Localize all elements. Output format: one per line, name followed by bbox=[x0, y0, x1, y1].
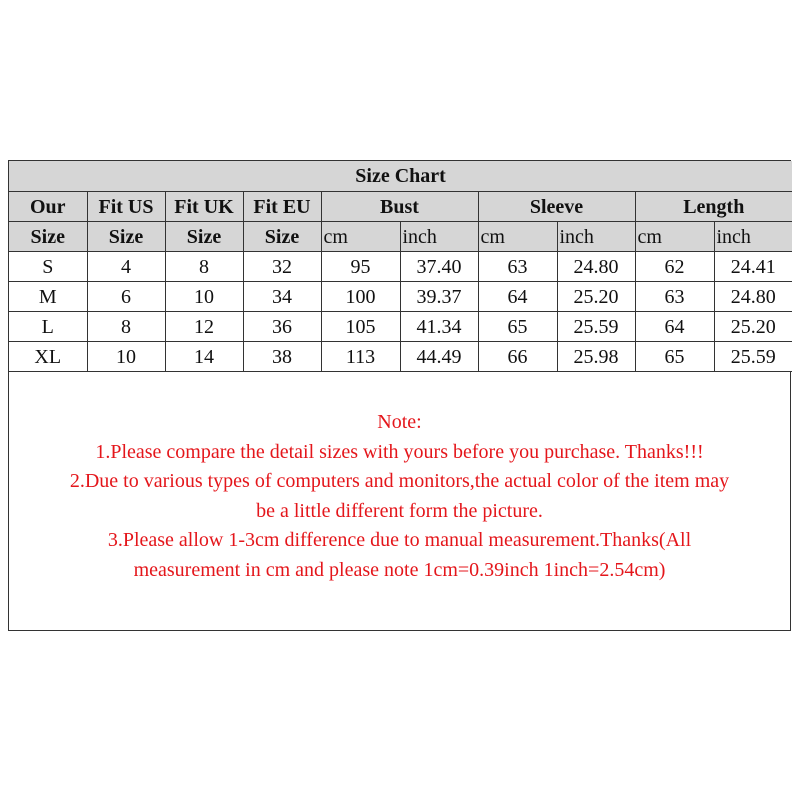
uk-cell: 10 bbox=[165, 282, 243, 312]
us-cell: 8 bbox=[87, 312, 165, 342]
sleeve-inch-cell: 25.59 bbox=[557, 312, 635, 342]
fit-us-header-line2: Size bbox=[87, 222, 165, 252]
title-row bbox=[9, 161, 792, 192]
note-line-1: 1.Please compare the detail sizes with yours before you purchase. Thanks!!! bbox=[95, 440, 704, 463]
fit-us-header-line1: Fit US bbox=[87, 192, 165, 222]
size-chart bbox=[8, 160, 791, 631]
eu-cell: 34 bbox=[243, 282, 321, 312]
sleeve-cm-cell: 64 bbox=[478, 282, 557, 312]
sleeve-cm-cell: 66 bbox=[478, 342, 557, 372]
uk-cell: 12 bbox=[165, 312, 243, 342]
eu-cell: 36 bbox=[243, 312, 321, 342]
note-line-3: 3.Please allow 1-3cm difference due to manual measurement.Thanks(All bbox=[107, 529, 692, 551]
bust-inch-header: inch bbox=[400, 222, 478, 252]
bust-cm-cell: 95 bbox=[321, 252, 400, 282]
our-size-header-line2: Size bbox=[9, 222, 87, 252]
note-line-2-cont: be a little different form the picture. bbox=[256, 499, 543, 522]
fit-eu-header-line2: Size bbox=[243, 222, 321, 252]
sleeve-inch-cell: 25.20 bbox=[557, 282, 635, 312]
uk-cell: 8 bbox=[165, 252, 243, 282]
bust-inch-cell: 44.49 bbox=[400, 342, 478, 372]
sleeve-inch-cell: 24.80 bbox=[557, 252, 635, 282]
length-cm-cell: 65 bbox=[635, 342, 714, 372]
sleeve-cm-header: cm bbox=[478, 222, 557, 252]
note-heading: Note: bbox=[377, 411, 422, 433]
length-header: Length bbox=[635, 192, 792, 222]
uk-cell: 14 bbox=[165, 342, 243, 372]
length-cm-cell: 64 bbox=[635, 312, 714, 342]
length-inch-cell: 24.80 bbox=[714, 282, 792, 312]
bust-inch-cell: 39.37 bbox=[400, 282, 478, 312]
length-cm-cell: 62 bbox=[635, 252, 714, 282]
bust-cm-cell: 100 bbox=[321, 282, 400, 312]
sleeve-inch-cell: 25.98 bbox=[557, 342, 635, 372]
table-row bbox=[9, 342, 792, 372]
our-size-header-line1: Our bbox=[9, 192, 87, 222]
size-cell: XL bbox=[9, 342, 87, 372]
table-row bbox=[9, 312, 792, 342]
fit-uk-header-line2: Size bbox=[165, 222, 243, 252]
length-inch-header: inch bbox=[714, 222, 792, 252]
us-cell: 4 bbox=[87, 252, 165, 282]
sleeve-cm-cell: 63 bbox=[478, 252, 557, 282]
size-cell: S bbox=[9, 252, 87, 282]
sleeve-inch-header: inch bbox=[557, 222, 635, 252]
header-row-2 bbox=[9, 222, 792, 252]
bust-cm-header: cm bbox=[321, 222, 400, 252]
table-row bbox=[9, 252, 792, 282]
note-line-2: 2.Due to various types of computers and monitors,the actual color of the item may bbox=[69, 470, 730, 492]
length-cm-cell: 63 bbox=[635, 282, 714, 312]
length-inch-cell: 24.41 bbox=[714, 252, 792, 282]
bust-cm-cell: 105 bbox=[321, 312, 400, 342]
sleeve-cm-cell: 65 bbox=[478, 312, 557, 342]
header-row-1 bbox=[9, 192, 792, 222]
table-row bbox=[9, 282, 792, 312]
us-cell: 10 bbox=[87, 342, 165, 372]
chart-title: Size Chart bbox=[9, 161, 792, 192]
length-inch-cell: 25.59 bbox=[714, 342, 792, 372]
bust-inch-cell: 37.40 bbox=[400, 252, 478, 282]
bust-cm-cell: 113 bbox=[321, 342, 400, 372]
size-cell: M bbox=[9, 282, 87, 312]
size-cell: L bbox=[9, 312, 87, 342]
size-table bbox=[9, 161, 792, 372]
fit-eu-header-line1: Fit EU bbox=[243, 192, 321, 222]
eu-cell: 38 bbox=[243, 342, 321, 372]
length-cm-header: cm bbox=[635, 222, 714, 252]
fit-uk-header-line1: Fit UK bbox=[165, 192, 243, 222]
eu-cell: 32 bbox=[243, 252, 321, 282]
note-line-3-cont: measurement in cm and please note 1cm=0.39inch 1inch=2.54cm) bbox=[133, 558, 666, 581]
us-cell: 6 bbox=[87, 282, 165, 312]
length-inch-cell: 25.20 bbox=[714, 312, 792, 342]
bust-header: Bust bbox=[321, 192, 478, 222]
sleeve-header: Sleeve bbox=[478, 192, 635, 222]
bust-inch-cell: 41.34 bbox=[400, 312, 478, 342]
notes-block bbox=[9, 408, 790, 585]
